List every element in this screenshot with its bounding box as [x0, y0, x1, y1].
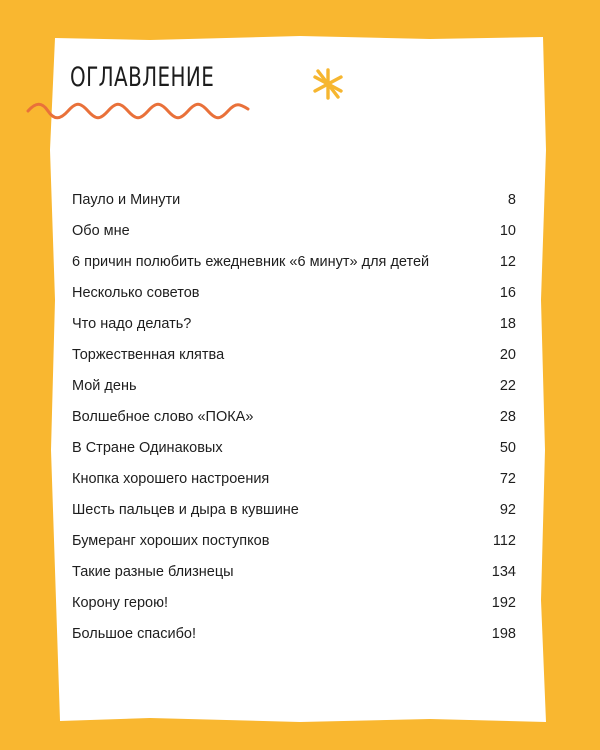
toc-title: Волшебное слово «ПОКА»	[72, 409, 254, 425]
toc-title: Бумеранг хороших поступков	[72, 533, 270, 549]
page-title: ОГЛАВЛЕНИЕ	[70, 62, 215, 93]
toc-title: Кнопка хорошего настроения	[72, 471, 270, 487]
toc-page-number: 28	[499, 409, 516, 425]
toc-page-number: 16	[499, 285, 516, 301]
toc-title: Что надо делать?	[72, 316, 192, 332]
toc-page-number: 22	[499, 378, 516, 394]
toc-row[interactable]	[72, 595, 516, 626]
toc-row[interactable]	[72, 533, 516, 564]
toc-row[interactable]	[72, 471, 516, 502]
toc-page-number: 198	[491, 626, 516, 642]
toc-page-number: 192	[491, 595, 516, 611]
toc-row[interactable]	[72, 285, 516, 316]
toc-row[interactable]	[72, 378, 516, 409]
toc-title: Торжественная клятва	[72, 347, 225, 363]
toc-title: Пауло и Минути	[72, 192, 181, 208]
toc-title: В Стране Одинаковых	[72, 440, 223, 456]
toc-row[interactable]	[72, 440, 516, 471]
toc-page-number: 112	[492, 533, 516, 549]
toc-page-number: 10	[499, 223, 516, 239]
squiggle-decoration	[26, 100, 251, 122]
toc-title: Мой день	[72, 378, 137, 394]
toc-page-number: 12	[499, 254, 516, 270]
toc-row[interactable]	[72, 223, 516, 254]
toc-row[interactable]	[72, 316, 516, 347]
toc-page-number: 20	[499, 347, 516, 363]
toc-row[interactable]	[72, 626, 516, 657]
toc-title: Несколько советов	[72, 285, 200, 301]
toc-page-number: 72	[499, 471, 516, 487]
toc-title: Большое спасибо!	[72, 626, 196, 642]
table-of-contents	[72, 192, 516, 657]
toc-page-number: 134	[491, 564, 516, 580]
toc-row[interactable]	[72, 347, 516, 378]
toc-title: Корону герою!	[72, 595, 168, 611]
toc-title: Шесть пальцев и дыра в кувшине	[72, 502, 299, 518]
toc-row[interactable]	[72, 192, 516, 223]
toc-page-number: 18	[499, 316, 516, 332]
toc-page-number: 92	[499, 502, 516, 518]
toc-row[interactable]	[72, 254, 516, 285]
toc-page-number: 8	[507, 192, 516, 208]
toc-row[interactable]	[72, 564, 516, 595]
toc-row[interactable]	[72, 502, 516, 533]
asterisk-icon	[310, 66, 346, 102]
toc-title: Обо мне	[72, 223, 130, 239]
toc-title: Такие разные близнецы	[72, 564, 234, 580]
toc-row[interactable]	[72, 409, 516, 440]
toc-page-number: 50	[499, 440, 516, 456]
toc-title: 6 причин полюбить ежедневник «6 минут» для детей	[72, 254, 430, 270]
